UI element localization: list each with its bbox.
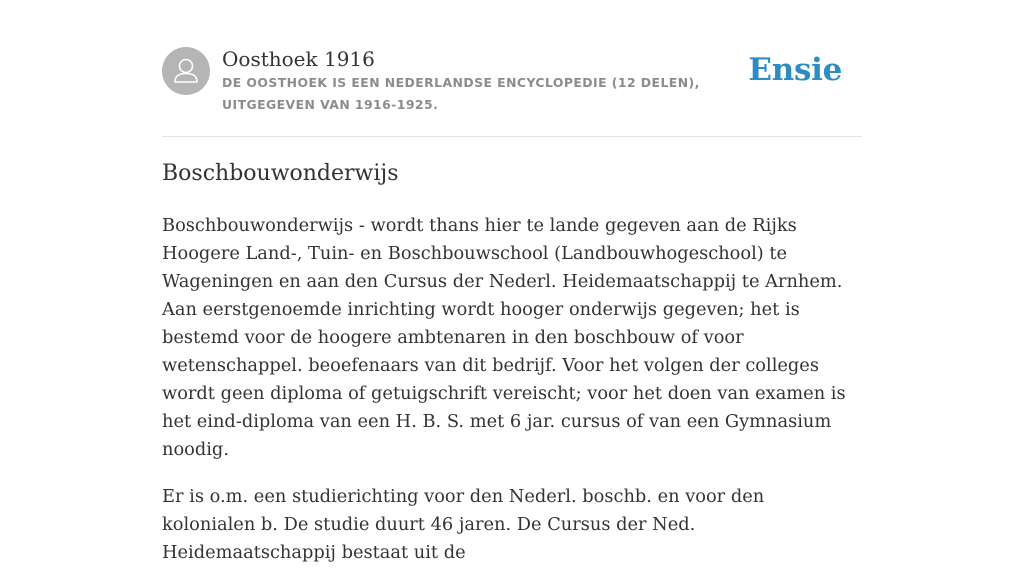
user-placeholder-icon [162, 47, 210, 95]
ensie-logo[interactable]: Ensie [748, 52, 842, 88]
article-body [162, 212, 862, 586]
article-paragraph: Boschbouwonderwijs - wordt thans hier te lande gegeven aan de Rijks Hoogere Land-, Tuin- en Boschbouwschool (Landbouwhogeschool) te Wageningen en aan den Cursus der Nederl. Heidemaatschappij te Arnhem. Aan eerstgenoemde inrichting wordt hooger onderwijs gegeven; het is bestemd voor de hoogere ambtenaren in den boschbouw of voor wetenschappel. beoefenaars van dit bedrijf. Voor het volgen der colleges wordt geen diploma of getuigschrift vereischt; voor het doen van examen is het eind-diploma van een H. B. S. met 6 jar. cursus of van een Gymnasium noodig. [162, 215, 846, 460]
source-header [162, 44, 862, 137]
article-title: Boschbouwonderwijs [162, 161, 399, 186]
source-description: DE OOSTHOEK IS EEN NEDERLANDSE ENCYCLOPEDIE (12 DELEN), UITGEGEVEN VAN 1916-1925. [222, 75, 700, 112]
source-name[interactable]: Oosthoek 1916 [222, 47, 375, 71]
article-paragraph: Er is o.m. een studierichting voor den Nederl. boschb. en voor den kolonialen b. De studie duurt 46 jaren. De Cursus der Ned. Heidemaatschappij bestaat uit de [162, 486, 765, 563]
